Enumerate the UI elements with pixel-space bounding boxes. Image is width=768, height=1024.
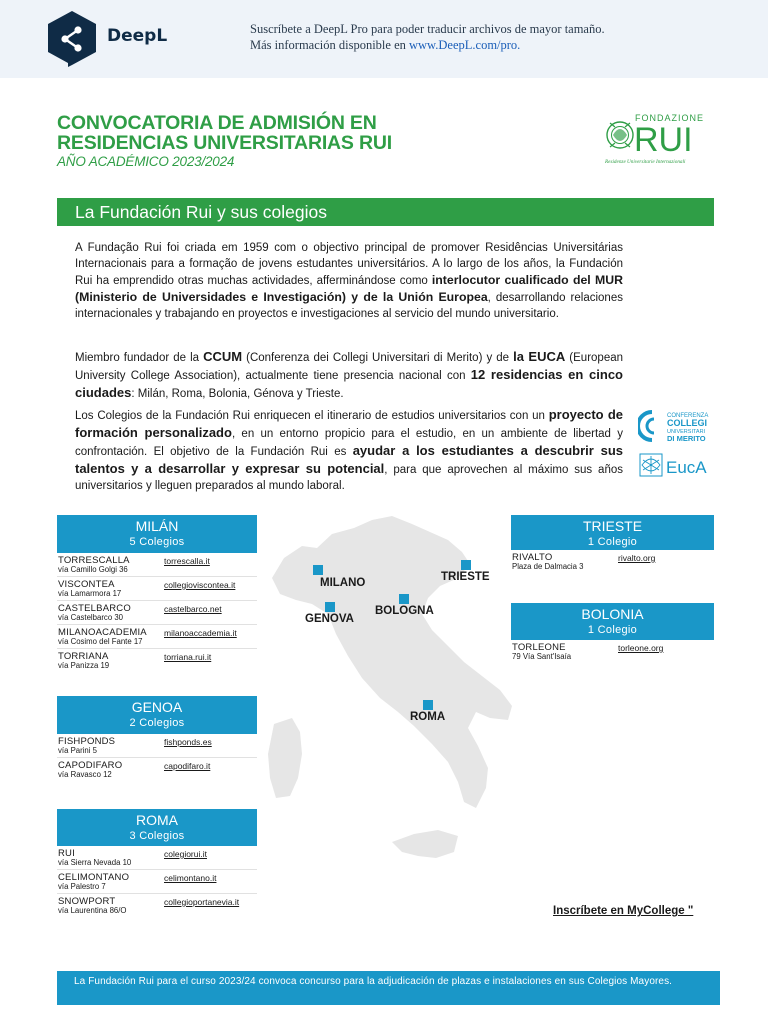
college-entry bbox=[57, 649, 257, 673]
college-address: 79 Vía Sant'Isaía bbox=[512, 652, 572, 661]
city-box-milan bbox=[57, 515, 257, 673]
college-entry bbox=[57, 734, 257, 758]
college-website-link[interactable]: torleone.org bbox=[618, 643, 664, 653]
city-box-bolonia bbox=[511, 603, 714, 664]
trieste-marker-icon bbox=[461, 560, 471, 570]
college-entry bbox=[511, 640, 714, 664]
city-box-roma bbox=[57, 809, 257, 918]
college-address: vía Sierra Nevada 10 bbox=[58, 858, 132, 867]
college-website-link[interactable]: rivalto.org bbox=[618, 553, 656, 563]
college-count: 5 Colegios bbox=[129, 536, 185, 548]
milano-marker-icon bbox=[313, 565, 323, 575]
city-header bbox=[57, 809, 257, 846]
college-address: vía Panizza 19 bbox=[58, 661, 110, 670]
college-website-link[interactable]: collegioportanevia.it bbox=[164, 897, 240, 907]
deepl-brand-name: DeepL bbox=[107, 26, 168, 46]
college-entry bbox=[511, 550, 714, 574]
deepl-message-prefix: Más información disponible en bbox=[250, 38, 409, 52]
college-website-link[interactable]: fishponds.es bbox=[164, 737, 212, 747]
college-address: vía Cosimo del Fante 17 bbox=[58, 637, 143, 646]
membership-paragraph: Miembro fundador de la CCUM (Conferenza dei Collegi Universitari di Merito) y de la EUCA (European University College Association), actualmente tiene presencia nacional con 12 residencias en cinco ciudades: Milán, Roma, Bolonia, Génova y Trieste. bbox=[75, 349, 624, 400]
deepl-banner bbox=[0, 0, 768, 78]
college-address: vía Camillo Golgi 36 bbox=[58, 565, 128, 574]
logo-subtitle-text: Residenze Universitarie Internazionali bbox=[605, 159, 686, 165]
academic-year: AÑO ACADÉMICO 2023/2024 bbox=[57, 154, 235, 169]
college-count: 2 Colegios bbox=[129, 717, 185, 729]
colleges-paragraph: Los Colegios de la Fundación Rui enriquecen el itinerario de estudios universitarios con un proyecto de formación personalizado, en un entorno propicio para el estudio, en un ambiente de libertad y confrontación. El objetivo de la Fundación Rui es ayudar a los estudiantes a descubrir sus talentos y a desarrollar y expresar su potencial, para que aprovechen al máximo sus años universitarios y lleguen preparados al mundo laboral. bbox=[75, 407, 623, 492]
map-label-milano: MILANO bbox=[320, 577, 366, 589]
city-name: MILÁN bbox=[135, 518, 179, 534]
college-name: CELIMONTANO bbox=[58, 872, 130, 883]
deepl-message-line2 bbox=[250, 37, 605, 53]
city-header bbox=[511, 515, 714, 550]
section-title: La Fundación Rui y sus colegios bbox=[57, 198, 714, 226]
college-name: CAPODIFARO bbox=[58, 760, 123, 771]
city-header bbox=[57, 696, 257, 734]
college-entry bbox=[57, 553, 257, 577]
college-name: TORRESCALLA bbox=[58, 555, 130, 566]
college-entry bbox=[57, 601, 257, 625]
college-address: vía Ravasco 12 bbox=[58, 770, 112, 779]
map-label-genova: GENOVA bbox=[305, 613, 354, 625]
college-name: CASTELBARCO bbox=[58, 603, 131, 614]
map-label-bologna: BOLOGNA bbox=[375, 605, 434, 617]
college-name: VISCONTEA bbox=[58, 579, 115, 590]
college-name: RUI bbox=[58, 848, 75, 859]
college-name: FISHPONDS bbox=[58, 736, 116, 747]
college-address: vía Lamarmora 17 bbox=[58, 589, 122, 598]
mycollege-link[interactable]: Inscríbete en MyCollege " bbox=[553, 905, 694, 917]
college-address: Plaza de Dalmacia 3 bbox=[512, 562, 584, 571]
college-website-link[interactable]: torrescalla.it bbox=[164, 556, 210, 566]
college-website-link[interactable]: celimontano.it bbox=[164, 873, 217, 883]
college-count: 1 Colegio bbox=[587, 624, 638, 636]
college-name: TORRIANA bbox=[58, 651, 109, 662]
ccum-logo bbox=[638, 408, 714, 444]
city-box-genoa bbox=[57, 696, 257, 782]
city-header bbox=[511, 603, 714, 640]
college-address: vía Parini 5 bbox=[58, 746, 98, 755]
map-label-trieste: TRIESTE bbox=[441, 571, 490, 583]
college-entry bbox=[57, 625, 257, 649]
footer-note: La Fundación Rui para el curso 2023/24 convoca concurso para la adjudicación de plazas e instalaciones en sus Colegios Mayores. bbox=[57, 971, 720, 1005]
city-name: ROMA bbox=[136, 812, 178, 828]
city-box-trieste bbox=[511, 515, 714, 574]
map-label-roma: ROMA bbox=[410, 711, 446, 723]
italy-map bbox=[262, 506, 520, 892]
euca-logo bbox=[638, 451, 714, 481]
college-entry bbox=[57, 894, 257, 918]
sicily-shape bbox=[392, 830, 458, 858]
college-website-link[interactable]: torriana.rui.it bbox=[164, 652, 212, 662]
city-name: TRIESTE bbox=[582, 518, 643, 534]
svg-text:COLLEGI: COLLEGI bbox=[667, 418, 707, 428]
college-website-link[interactable]: castelbarco.net bbox=[164, 604, 222, 614]
college-website-link[interactable]: colegiorui.it bbox=[164, 849, 207, 859]
college-address: vía Laurentina 86/O bbox=[58, 906, 127, 915]
bologna-marker-icon bbox=[399, 594, 409, 604]
italy-shape bbox=[272, 516, 512, 808]
college-name: MILANOACADEMIA bbox=[58, 627, 147, 638]
college-name: RIVALTO bbox=[512, 552, 553, 563]
page-title: CONVOCATORIA DE ADMISIÓN EN RESIDENCIAS UNIVERSITARIAS RUI bbox=[57, 112, 392, 154]
svg-text:CONFERENZA: CONFERENZA bbox=[667, 413, 709, 419]
college-website-link[interactable]: milanoaccademia.it bbox=[164, 628, 237, 638]
fondazione-rui-logo bbox=[604, 110, 716, 170]
college-name: SNOWPORT bbox=[58, 896, 116, 907]
city-header bbox=[57, 515, 257, 553]
logo-fondazione-text: FONDAZIONE bbox=[635, 113, 705, 123]
college-count: 1 Colegio bbox=[587, 536, 638, 548]
deepl-pro-link[interactable]: www.DeepL.com/pro. bbox=[409, 38, 521, 52]
genova-marker-icon bbox=[325, 602, 335, 612]
city-name: BOLONIA bbox=[581, 606, 644, 622]
college-entry bbox=[57, 846, 257, 870]
svg-text:UNIVERSITARI: UNIVERSITARI bbox=[667, 429, 706, 435]
intro-paragraph: A Fundação Rui foi criada em 1959 com o objectivo principal de promover Residências Universitárias Internacionais para a formação de jovens estudantes universitários. A lo largo de los años, la Fundación Rui ha emprendido otras muchas actividades, afferminándose como interlocutor cualificado del MUR (Ministerio de Universidades e Investigación) y de la Unión Europea, desarrollando relaciones internacionales y trabajando en proyectos e investigaciones al servicio del mundo universitario. bbox=[75, 242, 623, 320]
roma-marker-icon bbox=[423, 700, 433, 710]
college-website-link[interactable]: capodifaro.it bbox=[164, 761, 211, 771]
city-name: GENOA bbox=[131, 699, 183, 715]
deepl-pro-message bbox=[250, 21, 605, 53]
college-entry bbox=[57, 577, 257, 601]
logo-rui-text: RUI bbox=[634, 121, 693, 159]
college-name: TORLEONE bbox=[512, 642, 566, 653]
college-address: vía Palestro 7 bbox=[58, 882, 106, 891]
college-website-link[interactable]: collegioviscontea.it bbox=[164, 580, 236, 590]
deepl-logo-icon bbox=[46, 10, 98, 68]
college-entry bbox=[57, 870, 257, 894]
college-entry bbox=[57, 758, 257, 782]
deepl-message-line1: Suscríbete a DeepL Pro para poder traducir archivos de mayor tamaño. bbox=[250, 22, 605, 36]
svg-text:EucA: EucA bbox=[666, 458, 707, 477]
sardinia-shape bbox=[268, 718, 302, 798]
college-count: 3 Colegios bbox=[129, 830, 185, 842]
college-address: vía Castelbarco 30 bbox=[58, 613, 124, 622]
svg-text:DI MERITO: DI MERITO bbox=[667, 434, 706, 443]
